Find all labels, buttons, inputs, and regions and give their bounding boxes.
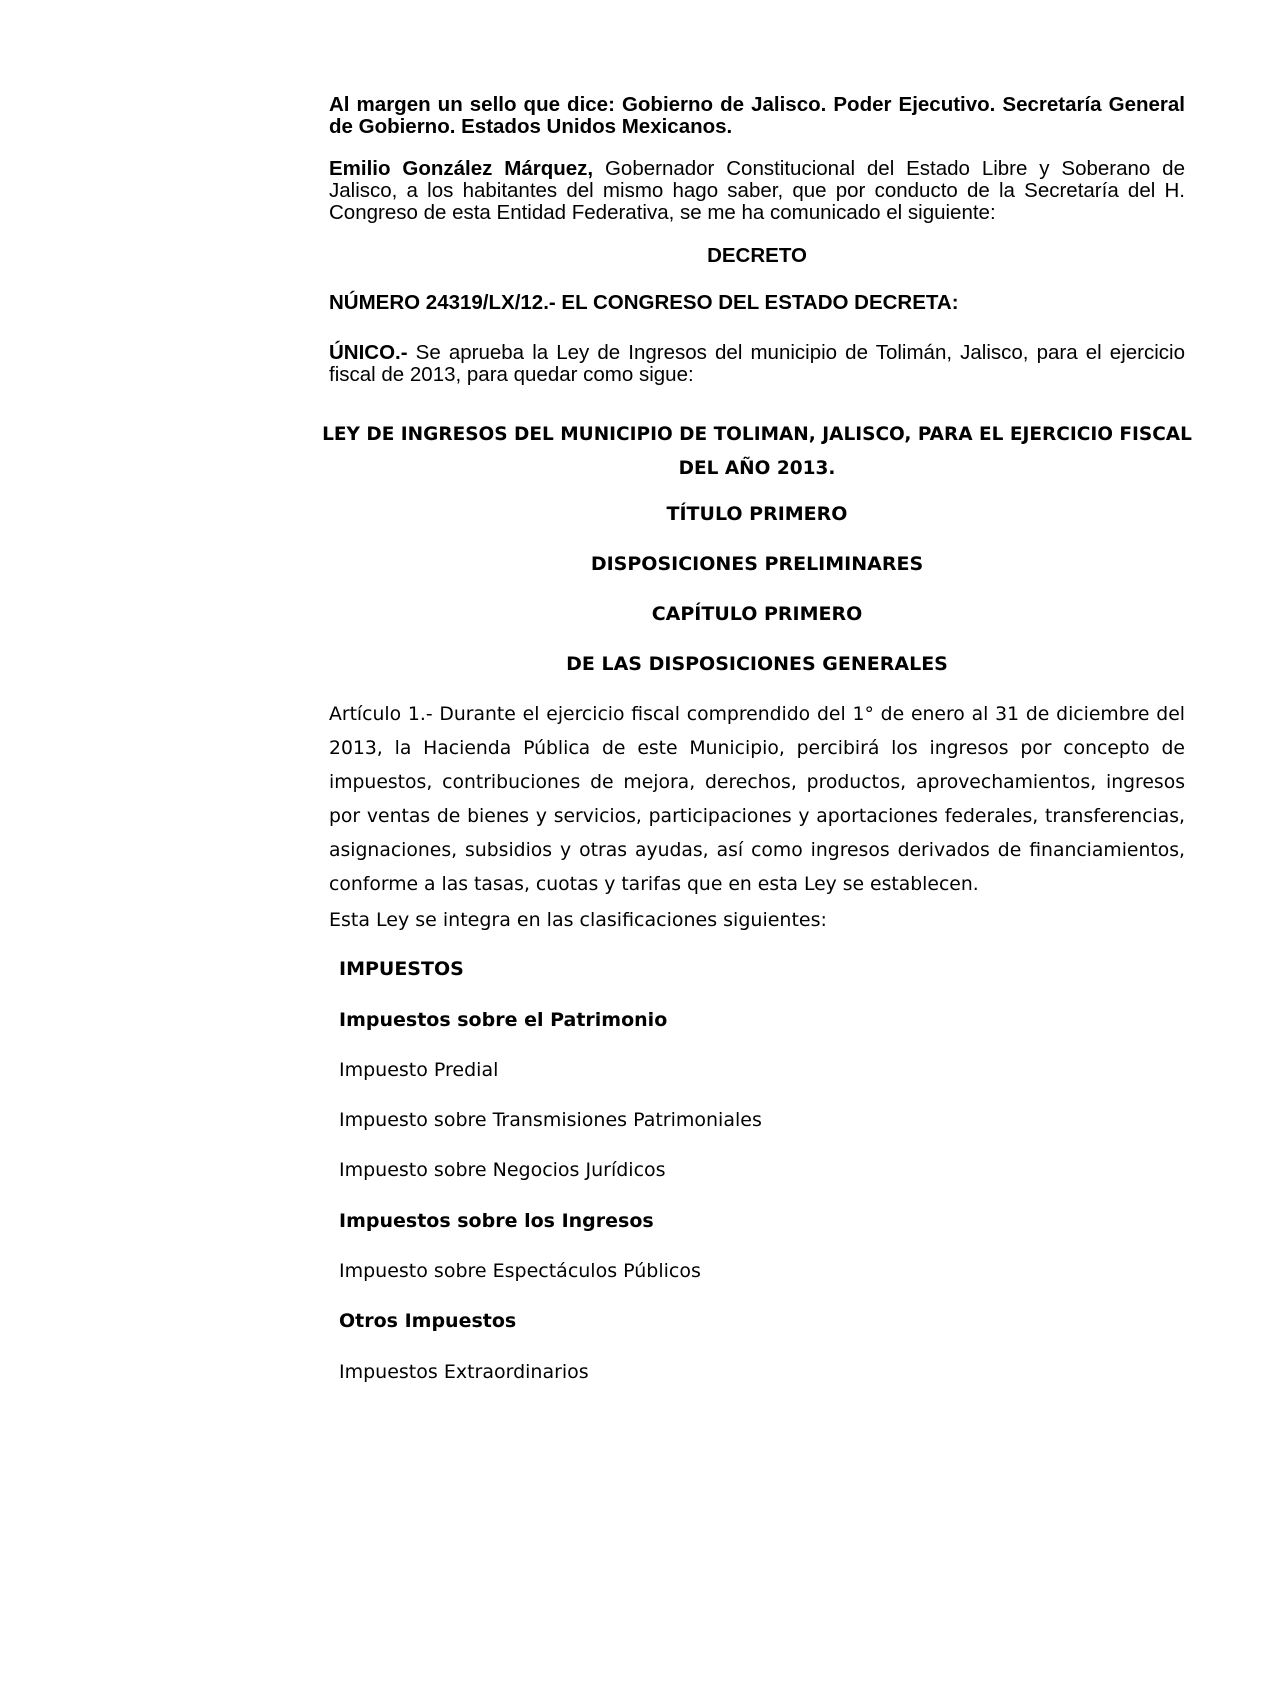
decreto-number: NÚMERO 24319/LX/12.- EL CONGRESO DEL ESTADO DECRETA: [329, 291, 959, 314]
unico-paragraph [329, 342, 1185, 386]
classification-impuestos-ingresos: Impuestos sobre los Ingresos [339, 1210, 654, 1232]
classification-intro: Esta Ley se integra en las clasificaciones siguientes: [329, 909, 827, 931]
classification-impuestos: IMPUESTOS [339, 958, 464, 980]
decreto-heading: DECRETO [707, 244, 807, 267]
governor-paragraph [329, 158, 1185, 224]
articulo-1-paragraph: Artículo 1.- Durante el ejercicio fiscal comprendido del 1° de enero al 31 de diciembre del 2013, la Hacienda Pública de este Municipio, percibirá los ingresos por concepto de impuestos, contribuciones de mejora, derechos, productos, aprovechamientos, ingresos por ventas de bienes y servicios, participaciones y aportaciones federales, transferencias, asignaciones, subsidios y otras ayudas, así como ingresos derivados de financiamientos, conforme a las tasas, cuotas y tarifas que en esta Ley se establecen. [329, 704, 1185, 895]
classification-transmisiones-patrimoniales: Impuesto sobre Transmisiones Patrimoniales [339, 1109, 762, 1131]
capitulo-heading: CAPÍTULO PRIMERO [651, 603, 863, 625]
seal-margin-note: Al margen un sello que dice: Gobierno de Jalisco. Poder Ejecutivo. Secretaría General de Gobierno. Estados Unidos Mexicanos. [329, 93, 1185, 138]
titulo-heading: TÍTULO PRIMERO [666, 503, 848, 525]
unico-text: Se aprueba la Ley de Ingresos del municipio de Tolimán, Jalisco, para el ejercicio fiscal de 2013, para quedar como sigue: [329, 341, 1185, 386]
governor-name: Emilio González Márquez, [329, 157, 594, 180]
disposiciones-generales-heading: DE LAS DISPOSICIONES GENERALES [566, 653, 948, 675]
unico-label: ÚNICO.- [329, 341, 408, 364]
governor-text: Gobernador Constitucional del Estado Libre y Soberano de Jalisco, a los habitantes del mismo hago saber, que por conducto de la Secretaría del H. Congreso de esta Entidad Federativa, se me ha comunicado el siguiente: [329, 157, 1185, 224]
classification-impuesto-predial: Impuesto Predial [339, 1059, 499, 1081]
classification-otros-impuestos: Otros Impuestos [339, 1310, 517, 1332]
classification-impuestos-patrimonio: Impuestos sobre el Patrimonio [339, 1009, 668, 1031]
classification-impuestos-extraordinarios: Impuestos Extraordinarios [339, 1361, 589, 1383]
law-title: LEY DE INGRESOS DEL MUNICIPIO DE TOLIMAN, JALISCO, PARA EL EJERCICIO FISCAL DEL AÑO 2013. [322, 424, 1192, 479]
classification-negocios-juridicos: Impuesto sobre Negocios Jurídicos [339, 1159, 666, 1181]
classification-espectaculos-publicos: Impuesto sobre Espectáculos Públicos [339, 1260, 701, 1282]
disposiciones-heading: DISPOSICIONES PRELIMINARES [590, 553, 924, 575]
